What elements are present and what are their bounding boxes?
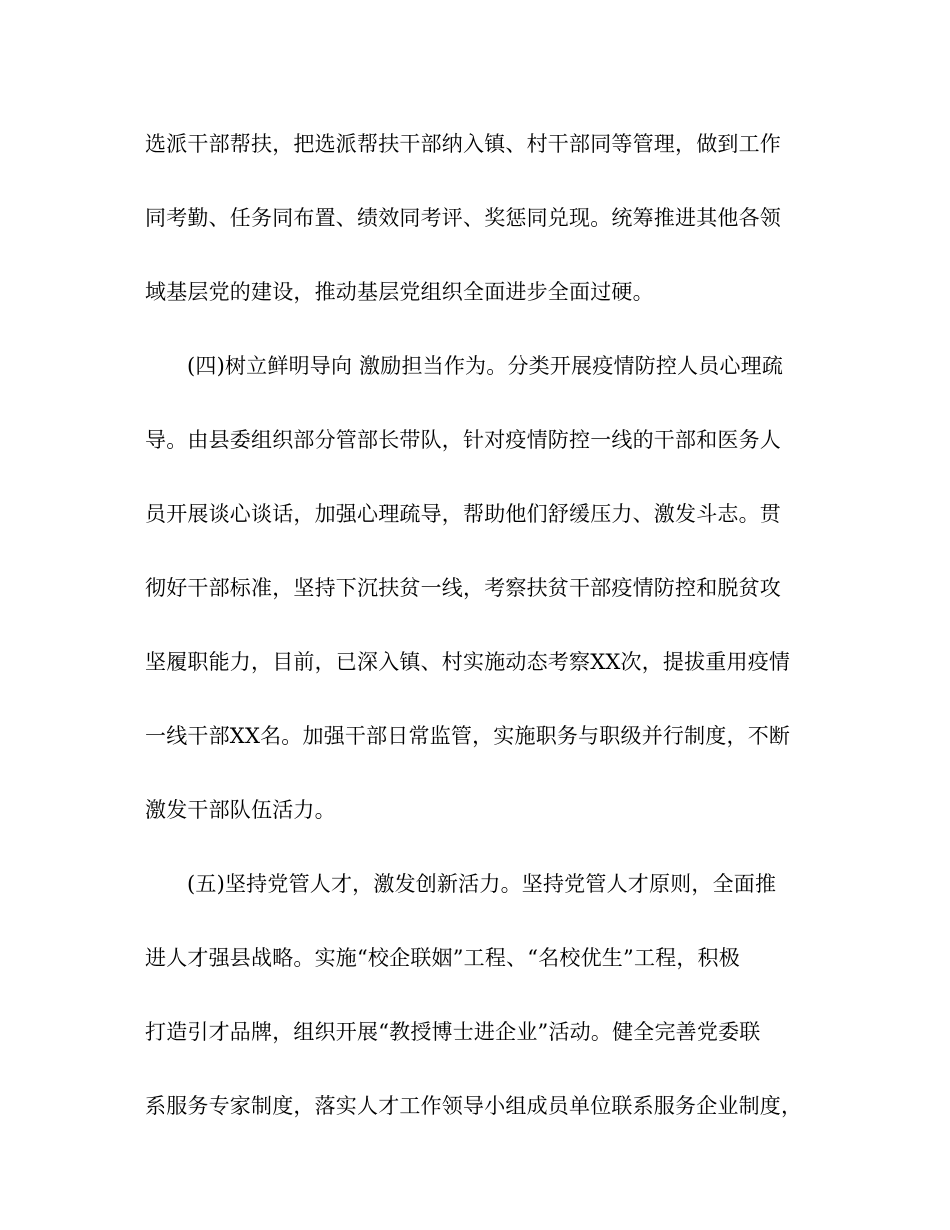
paragraph-line: 进人才强县战略。实施“校企联姻”工程、“名校优生”工程，积极 (145, 946, 740, 970)
paragraph-line: 系服务专家制度，落实人才工作领导小组成员单位联系服务企业制度， (145, 1094, 803, 1118)
paragraph-line: 域基层党的建设，推动基层党组织全面进步全面过硬。 (145, 280, 654, 304)
paragraph-line: 一线干部XX名。加强干部日常监管，实施职务与职级并行制度，不断 (145, 724, 791, 748)
paragraph-line: 彻好干部标准，坚持下沉扶贫一线，考察扶贫干部疫情防控和脱贫攻 (145, 576, 781, 600)
section-heading-line: (五)坚持党管人才，激发创新活力。坚持党管人才原则，全面推 (187, 872, 777, 896)
paragraph-line: 同考勤、任务同布置、绩效同考评、奖惩同兑现。统筹推进其他各领 (145, 206, 781, 230)
paragraph-line: 打造引才品牌，组织开展“教授博士进企业”活动。健全完善党委联 (145, 1020, 761, 1044)
paragraph-line: 激发干部队伍活力。 (145, 798, 336, 822)
section-heading-line: (四)树立鲜明导向 激励担当作为。分类开展疫情防控人员心理疏 (187, 354, 784, 378)
paragraph-line: 导。由县委组织部分管部长带队，针对疫情防控一线的干部和医务人 (145, 428, 781, 452)
paragraph-line: 员开展谈心谈话，加强心理疏导，帮助他们舒缓压力、激发斗志。贯 (145, 502, 781, 526)
paragraph-line: 选派干部帮扶，把选派帮扶干部纳入镇、村干部同等管理，做到工作 (145, 132, 781, 156)
paragraph-line: 坚履职能力，目前，已深入镇、村实施动态考察XX次，提拔重用疫情 (145, 650, 791, 674)
